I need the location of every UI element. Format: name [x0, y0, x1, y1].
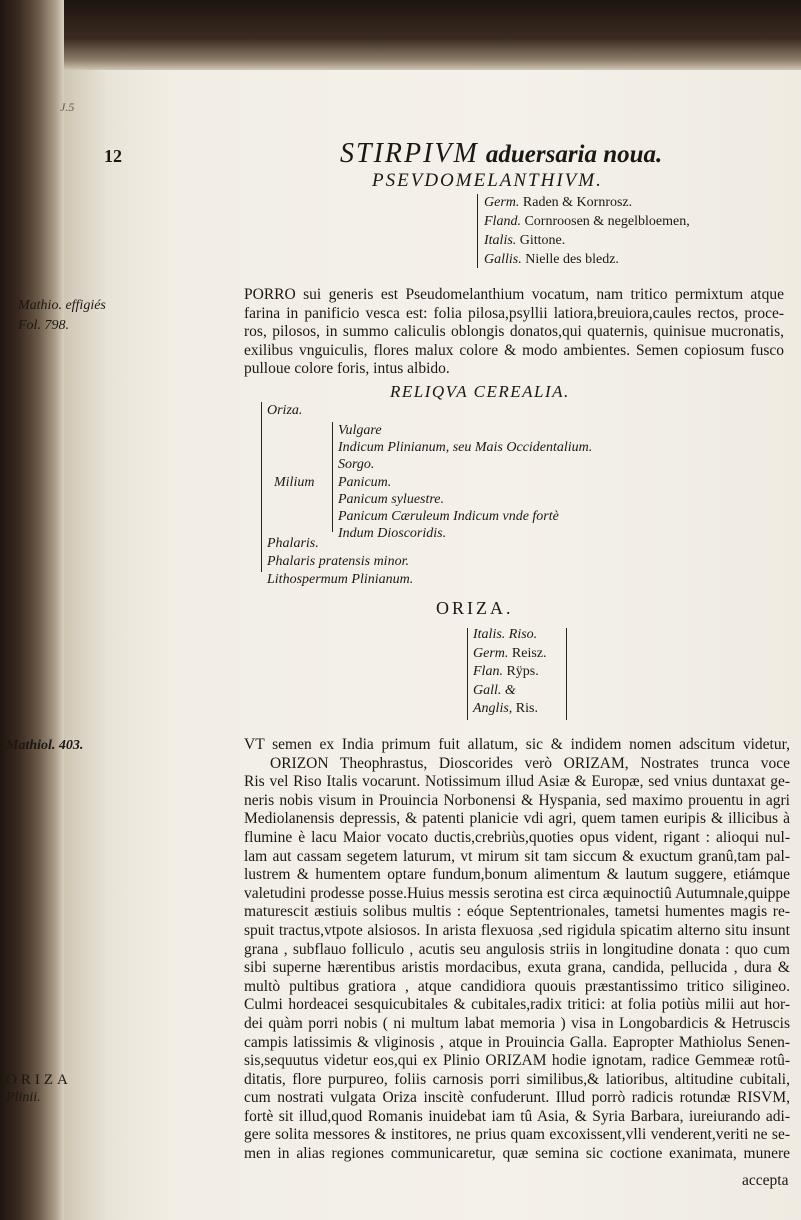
running-title	[340, 138, 662, 170]
para2-line: gere solita messores & institores, ne prius quam excoxissent,vlli venderent,veriti ne se-	[244, 1126, 790, 1144]
cereal-milium: Milium	[274, 475, 315, 490]
margin-note-folio: Fol. 798.	[18, 318, 69, 333]
para2-line: lam aut cassam segetem laturum, vt mirum sit tam siccum & exuctum granû,tam pal-	[244, 847, 790, 865]
margin-note-plinii: Plinii.	[6, 1090, 41, 1105]
oriza-name-row: Flan. Rÿps.	[473, 664, 539, 679]
para2-line: Ris vel Riso Italis vocarunt. Notissimum illud Asiæ & Europæ, sed vnius duntaxat ge-	[244, 773, 790, 791]
page-number: 12	[104, 146, 122, 166]
cereal-lithospermum: Lithospermum Plinianum.	[267, 572, 414, 587]
para1-line: farina in panificio vesca est: folia pilosa,psyllii latiora,breuiora,caules rectos, proce-	[244, 304, 784, 322]
oriza-names	[473, 626, 547, 719]
section-title: RELIQVA CEREALIA.	[390, 382, 570, 401]
paragraph-pseudomelanthium	[244, 286, 784, 379]
scan-background-spine	[0, 0, 64, 1220]
para1-line: PORRO sui generis est Pseudomelanthium vocatum, nam tritico permixtum atque	[244, 286, 784, 303]
name-row-german: Germ. Raden & Kornrosz.	[484, 195, 633, 210]
scan-background-top	[0, 0, 801, 70]
para2-line: sibi superne hærentibus aristis mordacibus, exuta grana, candida, pellucida , dura &	[244, 959, 790, 977]
para2-line: VT semen ex India primum fuit allatum, sic & indidem nomen adscitum videtur,	[244, 736, 790, 753]
name-row-french: Gallis. Nielle des bledz.	[484, 252, 619, 267]
para2-line: dei quàm porri nobis ( ni multum labat memoria ) visa in Longobardicis & Hetruscis	[244, 1014, 790, 1032]
para2-line: multò pultibus gratiora , atque candidiora quouis præstantissimo tritico siligineo.	[244, 977, 790, 995]
para2-line: fortè sit illud,quod Romanis inuidebat iam tû Asia, & Syria Barbara, iureiurando adi-	[244, 1107, 790, 1125]
cereal-phalaris: Phalaris.	[267, 536, 319, 551]
para2-line: men in alias regiones communicaretur, quæ semina sic coctione exanimata, munere	[244, 1145, 790, 1163]
plant-heading: PSEVDOMELANTHIVM.	[372, 170, 603, 191]
para1-line: ros, pilosos, in summo caliculis oblongis donatos,qui quaternis, quinisue mucronatis,	[244, 323, 784, 341]
paragraph-oriza	[244, 736, 790, 1164]
name-row-flemish: Fland. Cornroosen & negelbloemen,	[484, 214, 690, 229]
title-main: STIRPIVM	[340, 138, 479, 169]
milium-kind: Indum Dioscoridis.	[338, 526, 447, 542]
book-page	[6, 70, 801, 1220]
para2-line: ORIZON Theophrastus, Dioscorides verò ORIZAM, Nostrates trunca voce	[270, 754, 790, 772]
margin-note-mathiol: Mathiol. 403.	[6, 738, 84, 753]
milium-kinds	[338, 422, 592, 542]
para2-line: neris nobis visum in Prouincia Norbonensi & Hyspania, sed maximo prouentu in agri	[244, 791, 790, 809]
milium-kind: Vulgare	[338, 423, 382, 438]
title-tail: aduersaria noua.	[485, 141, 663, 168]
oriza-heading: ORIZA.	[436, 598, 514, 618]
milium-kind: Panicum Cæruleum Indicum vnde fortè	[338, 509, 559, 525]
oriza-name-row: Italis. Riso.	[473, 627, 538, 642]
para2-line: ditatis, flore purpureo, foliis carnosis porri similibus,& latioribus, altitudine cubitali,	[244, 1070, 790, 1088]
oriza-names-brace	[467, 628, 468, 720]
oriza-name-row: Anglis, Ris.	[473, 701, 538, 716]
para2-line: flumine è lacu Maior vocato ductis,crebriùs,quoties opus vident, rigant : alioqui nul-	[244, 828, 790, 846]
para2-line: Culmi hordeacei sesquicubitales & cubitales,radix tritici: at folia potiùs milii aut hor-	[244, 996, 790, 1014]
para2-line: Mediolanensis depressis, & patenti planicie vdi agri, quem tamen euripis & illicibus à	[244, 810, 790, 828]
margin-note-oriza: ORIZA	[6, 1072, 72, 1088]
para2-line: campis latissimis & vliginosis , atque in Prouincia Galla. Eapropter Mathiolus Senen-	[244, 1033, 790, 1051]
para2-line: spuit tractus,vtpote alsiosos. In arista flexuosa ,sed rigidula spicatim alterno situ insunt	[244, 921, 790, 939]
milium-kind: Panicum.	[338, 474, 392, 490]
milium-kind: Panicum syluestre.	[338, 491, 445, 507]
para2-line: lustrem & humentem optare fundum,bonum alimentum & lautum suggere, etiámque	[244, 866, 790, 884]
corner-mark: J.5	[60, 100, 75, 114]
oriza-names-brace-right	[566, 628, 567, 720]
para2-line: maturescit æstiuis solibus multis : eóque Septentrionales, tametsi humentes magis re-	[244, 903, 790, 921]
milium-kind: Indicum Plinianum, seu Mais Occidentalium.	[338, 440, 593, 456]
oriza-name-row: Germ. Reisz.	[473, 645, 547, 661]
vernacular-names	[484, 193, 690, 269]
cereal-phalaris-pratensis: Phalaris pratensis minor.	[267, 554, 409, 569]
para2-line: valetudini prodesse posse.Huius messis serotina est circa æquinoctiû Autumnale,quippe	[244, 884, 790, 902]
margin-note-mathio: Mathio. effigiés	[18, 298, 106, 313]
milium-brace	[332, 422, 333, 532]
para1-line: pulloue colore foris, intus albido.	[244, 360, 450, 378]
milium-kind: Sorgo.	[338, 457, 375, 473]
name-row-italian: Italis. Gittone.	[484, 233, 566, 248]
para1-line: exilibus vnguiculis, flores malux colore & modo ambientes. Semen copiosum fusco	[244, 341, 784, 359]
para2-line: sis,sequutus videtur eos,qui ex Plinio ORIZAM hodie ignotam, radice Gemmeæ rotû-	[244, 1052, 790, 1070]
oriza-name-row: Gall. &	[473, 682, 516, 698]
names-brace	[477, 194, 478, 268]
cereal-oriza: Oriza.	[267, 403, 303, 418]
cereals-outer-brace	[261, 402, 262, 572]
catchword: accepta	[742, 1172, 789, 1189]
para2-line: grana , subflauo folliculo , acutis seu angulosis striis in longitudine donata : quo cum	[244, 940, 790, 958]
para2-line: cum nostrati vulgata Oriza inscitè confuderunt. Illud porrò radicis rotundæ RISVM,	[244, 1089, 790, 1107]
